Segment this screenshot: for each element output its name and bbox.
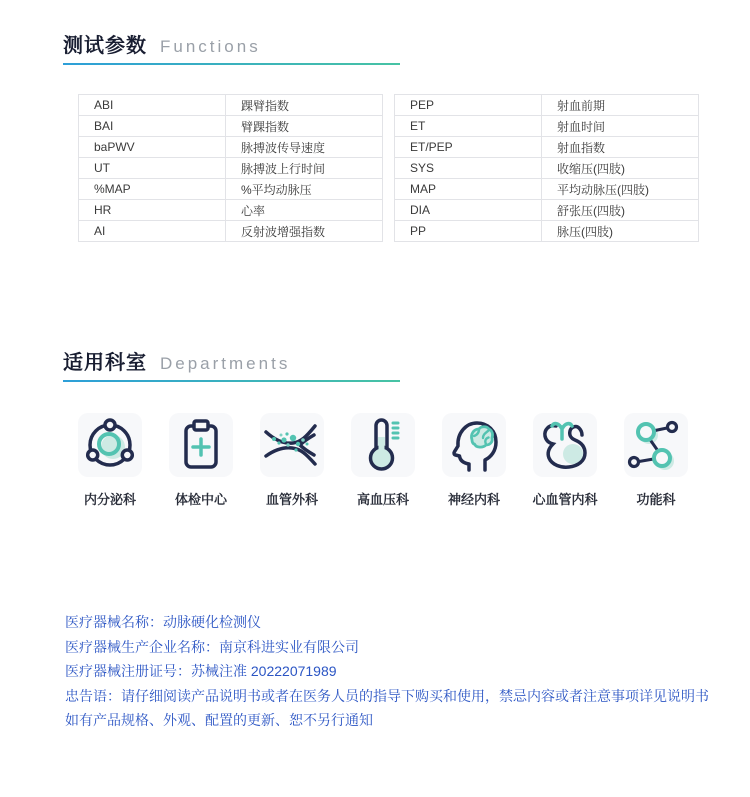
functions-title-zh: 测试参数 xyxy=(63,35,147,57)
param-code-cell: PP xyxy=(395,221,542,242)
departments-title-en: Departments xyxy=(160,354,291,373)
param-desc-cell: 踝臂指数 xyxy=(226,95,383,116)
dept-item-neurology xyxy=(442,413,506,508)
notice-line: 如有产品规格、外观、配置的更新、恕不另行通知 xyxy=(65,712,373,728)
endocrinology-atom-icon xyxy=(78,413,142,477)
param-code-cell: ET/PEP xyxy=(395,137,542,158)
dept-label: 血管外科 xyxy=(265,492,318,507)
param-desc-cell: 收缩压(四肢) xyxy=(542,158,699,179)
param-desc-cell: 射血指数 xyxy=(542,137,699,158)
blood-vessel-icon xyxy=(260,413,324,477)
param-code-cell: AI xyxy=(79,221,226,242)
param-code-cell: MAP xyxy=(395,179,542,200)
manufacturer-line: 医疗器械生产企业名称：南京科进实业有限公司 xyxy=(65,638,359,655)
thermometer-icon xyxy=(351,413,415,477)
functions-section xyxy=(63,33,750,242)
param-desc-cell: 脉搏波上行时间 xyxy=(226,158,383,179)
dept-item-cardiovascular xyxy=(533,413,597,508)
param-code-cell: BAI xyxy=(79,116,226,137)
table-row xyxy=(395,116,699,137)
functions-section-title xyxy=(63,33,750,60)
param-desc-cell: 脉压(四肢) xyxy=(542,221,699,242)
dept-item-function xyxy=(624,413,688,508)
param-code-cell: %MAP xyxy=(79,179,226,200)
heart-icon xyxy=(533,413,597,477)
table-row xyxy=(79,221,383,242)
param-code-cell: baPWV xyxy=(79,137,226,158)
param-desc-cell: 射血时间 xyxy=(542,116,699,137)
param-desc-cell: 射血前期 xyxy=(542,95,699,116)
table-row xyxy=(79,137,383,158)
param-desc-cell: 平均动脉压(四肢) xyxy=(542,179,699,200)
param-code-cell: ET xyxy=(395,116,542,137)
table-row xyxy=(79,200,383,221)
table-row xyxy=(79,179,383,200)
head-brain-icon xyxy=(442,413,506,477)
param-code-cell: DIA xyxy=(395,200,542,221)
table-row xyxy=(395,137,699,158)
dept-label: 心血管内科 xyxy=(532,492,598,507)
molecule-icon xyxy=(624,413,688,477)
param-code-cell: PEP xyxy=(395,95,542,116)
departments-title-zh: 适用科室 xyxy=(63,352,147,374)
departments-row xyxy=(78,413,750,508)
departments-title-underline xyxy=(63,380,400,382)
table-row xyxy=(395,179,699,200)
warning-line: 忠告语：请仔细阅读产品说明书或者在医务人员的指导下购买和使用，禁忌内容或者注意事项详见说明书 xyxy=(65,687,709,704)
param-desc-cell: 心率 xyxy=(226,200,383,221)
dept-label: 神经内科 xyxy=(447,492,500,507)
table-row xyxy=(395,95,699,116)
departments-section-title xyxy=(63,350,750,377)
table-row xyxy=(79,158,383,179)
functions-title-en: Functions xyxy=(160,37,261,56)
registration-line: 医疗器械注册证号：苏械注准 20222071989 xyxy=(65,663,337,679)
device-name-line: 医疗器械名称：动脉硬化检测仪 xyxy=(65,614,261,630)
dept-label: 功能科 xyxy=(636,492,676,507)
param-desc-cell: 脉搏波传导速度 xyxy=(226,137,383,158)
dept-item-hypertension xyxy=(351,413,415,508)
param-desc-cell: 舒张压(四肢) xyxy=(542,200,699,221)
parameter-table-right xyxy=(394,94,699,242)
departments-section xyxy=(63,350,750,508)
regulatory-footer xyxy=(65,610,750,733)
table-row xyxy=(395,200,699,221)
table-row xyxy=(79,116,383,137)
dept-item-endocrinology xyxy=(78,413,142,508)
functions-title-underline xyxy=(63,63,400,65)
dept-label: 体检中心 xyxy=(174,492,227,507)
dept-label: 高血压科 xyxy=(356,492,409,507)
parameter-tables xyxy=(78,94,750,242)
checkup-clipboard-icon xyxy=(169,413,233,477)
dept-label: 内分泌科 xyxy=(83,492,136,507)
table-row xyxy=(395,221,699,242)
table-row xyxy=(79,95,383,116)
param-desc-cell: 臂踝指数 xyxy=(226,116,383,137)
dept-item-checkup-center xyxy=(169,413,233,508)
param-code-cell: SYS xyxy=(395,158,542,179)
param-desc-cell: 反射波增强指数 xyxy=(226,221,383,242)
dept-item-vascular-surgery xyxy=(260,413,324,508)
param-code-cell: ABI xyxy=(79,95,226,116)
param-code-cell: UT xyxy=(79,158,226,179)
parameter-table-left xyxy=(78,94,383,242)
param-desc-cell: %平均动脉压 xyxy=(226,179,383,200)
param-code-cell: HR xyxy=(79,200,226,221)
table-row xyxy=(395,158,699,179)
